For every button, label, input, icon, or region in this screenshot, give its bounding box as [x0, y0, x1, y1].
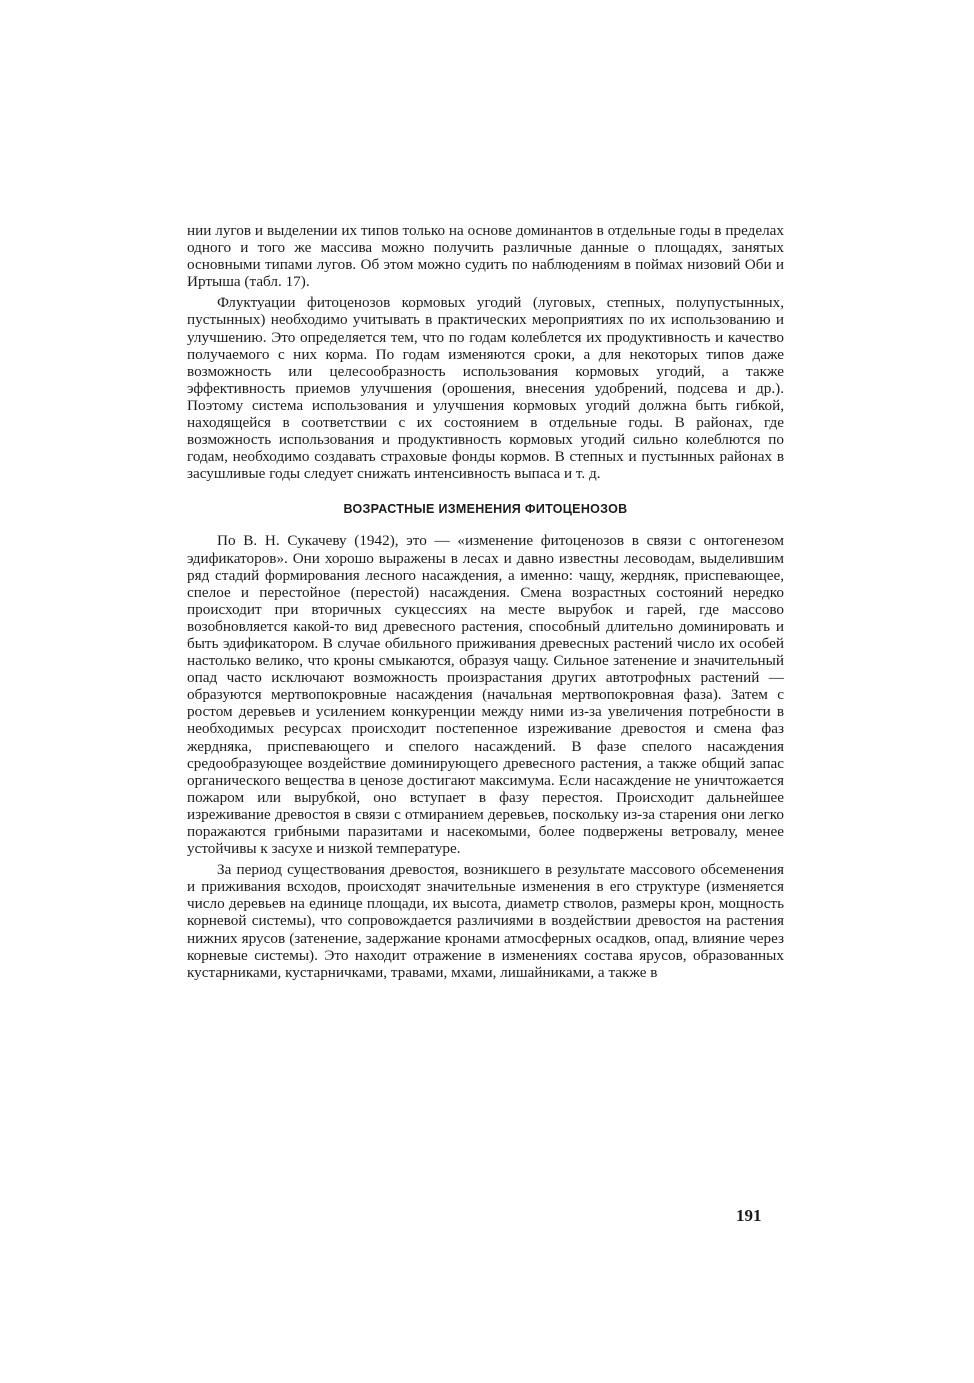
page-body [187, 222, 784, 981]
paragraph-fluctuations: Флуктуации фитоценозов кормовых угодий (луговых, степных, полупустынных, пустынных) необходимо учитывать в практических мероприятиях по их использованию и улучшению. Это определяется тем, что по годам колеблется их продуктивность и качество получаемого с них корма. По годам изменяются сроки, а для некоторых типов даже возможность или целесообразность использования кормовых угодий, а также эффективность приемов улучшения (орошения, внесения удобрений, подсева и др.). Поэтому система использования и улучшения кормовых угодий должна быть гибкой, находящейся в соответствии с их состоянием в отдельные годы. В районах, где возможность использования и продуктивность кормовых угодий сильно колеблются по годам, необходимо создавать страховые фонды кормов. В степных и пустынных районах в засушливые годы следует снижать интенсивность выпаса и т. д. [187, 294, 784, 483]
paragraph-age-changes: По В. Н. Сукачеву (1942), это — «изменение фитоценозов в связи с онтогенезом эдификаторов». Они хорошо выражены в лесах и давно известны лесоводам, выделившим ряд стадий формирования лесного насаждения, а именно: чащу, жердняк, приспевающее, спелое и перестойное (перестой) насаждения. Смена возрастных состояний нередко происходит при вторичных сукцессиях на месте вырубок и гарей, где массово возобновляется какой-то вид древесного растения, способный длительно доминировать и быть эдификатором. В случае обильного приживания древесных растений число их особей настолько велико, что кроны смыкаются, образуя чащу. Сильное затенение и значительный опад часто исключают возможность произрастания других автотрофных растений — образуются мертвопокровные насаждения (начальная мертвопокровная фаза). Затем с ростом деревьев и усилением конкуренции между ними из-за увеличения потребности в необходимых ресурсах происходит постепенное изреживание древостоя и смена фаз жердняка, приспевающего и спелого насаждений. В фазе спелого насаждения средообразующее воздействие доминирующего древесного растения, а также общий запас органического вещества в ценозе достигают максимума. Если насаждение не уничтожается пожаром или вырубкой, оно вступает в фазу перестоя. Происходит дальнейшее изреживание древостоя в связи с отмиранием деревьев, поскольку из-за старения они легко поражаются грибными паразитами и насекомыми, более подвержены ветровалу, менее устойчивы к засухе и низкой температуре. [187, 532, 784, 858]
page-number: 191 [736, 1206, 762, 1225]
paragraph-continuation: нии лугов и выделении их типов только на основе доминантов в отдельные годы в пределах одного и того же массива можно получить различные данные о площадях, занятых основными типами лугов. Об этом можно судить по наблюдениям в поймах низовий Оби и Иртыша (табл. 17). [187, 222, 784, 291]
section-heading: ВОЗРАСТНЫЕ ИЗМЕНЕНИЯ ФИТОЦЕНОЗОВ [343, 502, 628, 517]
paragraph-stand-structure: За период существования древостоя, возникшего в результате массового обсеменения и приживания всходов, происходят значительные изменения в его структуре (изменяется число деревьев на единице площади, их высота, диаметр стволов, размеры крон, мощность корневой системы), что сопровождается различиями в воздействии древостоя на растения нижних ярусов (затенение, задержание кронами атмосферных осадков, опад, влияние через корневые системы). Это находит отражение в изменениях состава ярусов, образованных кустарниками, кустарничками, травами, мхами, лишайниками, а также в [187, 861, 784, 981]
